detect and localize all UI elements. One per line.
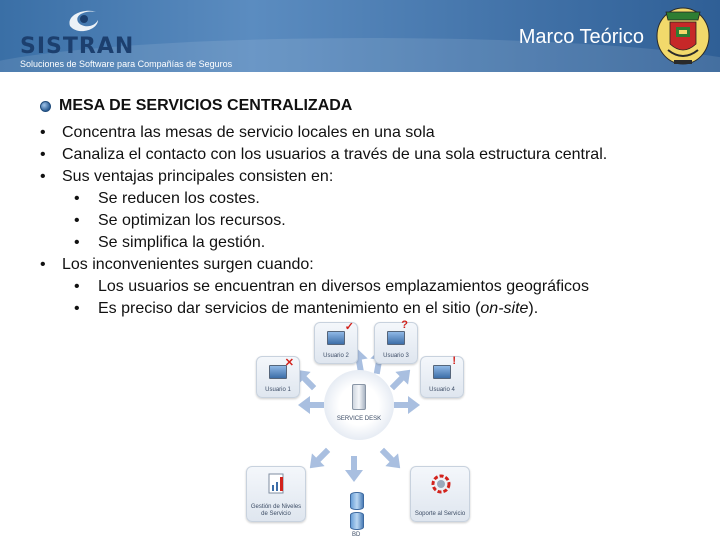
service-desk-diagram [238, 316, 470, 540]
brand-name: SISTRAN [20, 34, 135, 59]
university-crest-icon [654, 4, 712, 68]
bullet-marker: • [40, 168, 46, 185]
exclamation-mark-icon: ! [452, 355, 456, 367]
list-item-text: Se reducen los costes. [98, 190, 260, 207]
service-desk-label: SERVICE DESK [336, 416, 382, 422]
list-item [28, 144, 718, 166]
monitor-icon [327, 331, 345, 345]
bullet-marker: • [40, 256, 46, 273]
page-title: Marco Teórico [518, 26, 644, 48]
node-soporte-servicio [410, 466, 470, 522]
node-label: Usuario 1 [265, 387, 291, 393]
support-gear-icon [429, 473, 453, 495]
check-mark-icon: ✓ [344, 321, 354, 333]
node-usuario-1 [256, 356, 300, 398]
list-item-text: Concentra las mesas de servicio locales en una sola [62, 124, 435, 141]
list-item-text: Los usuarios se encuentran en diversos emplazamientos geográficos [98, 278, 589, 295]
brand-tagline: Soluciones de Software para Compañías de Seguros [20, 59, 233, 69]
section-title: MESA DE SERVICIOS CENTRALIZADA [59, 97, 353, 114]
database-label: BD [352, 532, 361, 538]
list-item [28, 166, 718, 188]
section-heading [40, 97, 352, 115]
list-item-text: Canaliza el contacto con los usuarios a través de una sola estructura central. [62, 146, 608, 163]
node-label: Soporte al Servicio [414, 511, 466, 517]
monitor-icon [433, 365, 451, 379]
sub-list-item [28, 232, 718, 254]
bullet-marker: • [40, 146, 46, 163]
node-label: Usuario 4 [429, 387, 455, 393]
onsite-italic: on-site [480, 300, 529, 317]
database-icon [350, 492, 364, 510]
server-icon [352, 384, 366, 410]
bullet-list [28, 122, 718, 320]
bullet-marker: • [74, 278, 80, 295]
arrow-icon [303, 443, 334, 474]
database-icon [350, 512, 364, 530]
monitor-icon [387, 331, 405, 345]
heading-bullet-icon [40, 101, 51, 112]
sistran-swoosh-icon [64, 6, 104, 34]
sub-list-item [28, 188, 718, 210]
node-label: Usuario 3 [383, 353, 409, 359]
sistran-logo [14, 4, 264, 68]
arrow-icon [375, 443, 406, 474]
list-item-text: Los inconvenientes surgen cuando: [62, 256, 314, 273]
bullet-marker: • [40, 124, 46, 141]
list-item [28, 122, 718, 144]
node-label: Gestión de Niveles de Servicio [250, 504, 302, 517]
arrow-icon [345, 456, 363, 482]
bullet-marker: • [74, 212, 80, 229]
node-gestion-niveles [246, 466, 306, 522]
bullet-marker: • [74, 190, 80, 207]
sub-list-item [28, 210, 718, 232]
question-mark-icon: ? [401, 319, 408, 331]
sub-list-item [28, 276, 718, 298]
list-item-text: Se simplifica la gestión. [98, 234, 266, 251]
list-item [28, 254, 718, 276]
chart-document-icon [267, 473, 287, 495]
node-usuario-4 [420, 356, 464, 398]
node-usuario-3 [374, 319, 418, 364]
list-item-text: Sus ventajas principales consisten en: [62, 168, 334, 185]
node-usuario-2 [314, 322, 358, 364]
bullet-marker: • [74, 234, 80, 251]
header-banner [0, 0, 720, 72]
service-desk-hub [324, 370, 394, 440]
arrow-icon [394, 396, 420, 414]
bullet-marker: • [74, 300, 80, 317]
node-label: Usuario 2 [323, 353, 349, 359]
list-item-text: Se optimizan los recursos. [98, 212, 286, 229]
cross-mark-icon: ✕ [284, 357, 294, 369]
onsite-text: Es preciso dar servicios de mantenimiento en el sitio (on-site). [98, 300, 539, 317]
arrow-icon [298, 396, 324, 414]
